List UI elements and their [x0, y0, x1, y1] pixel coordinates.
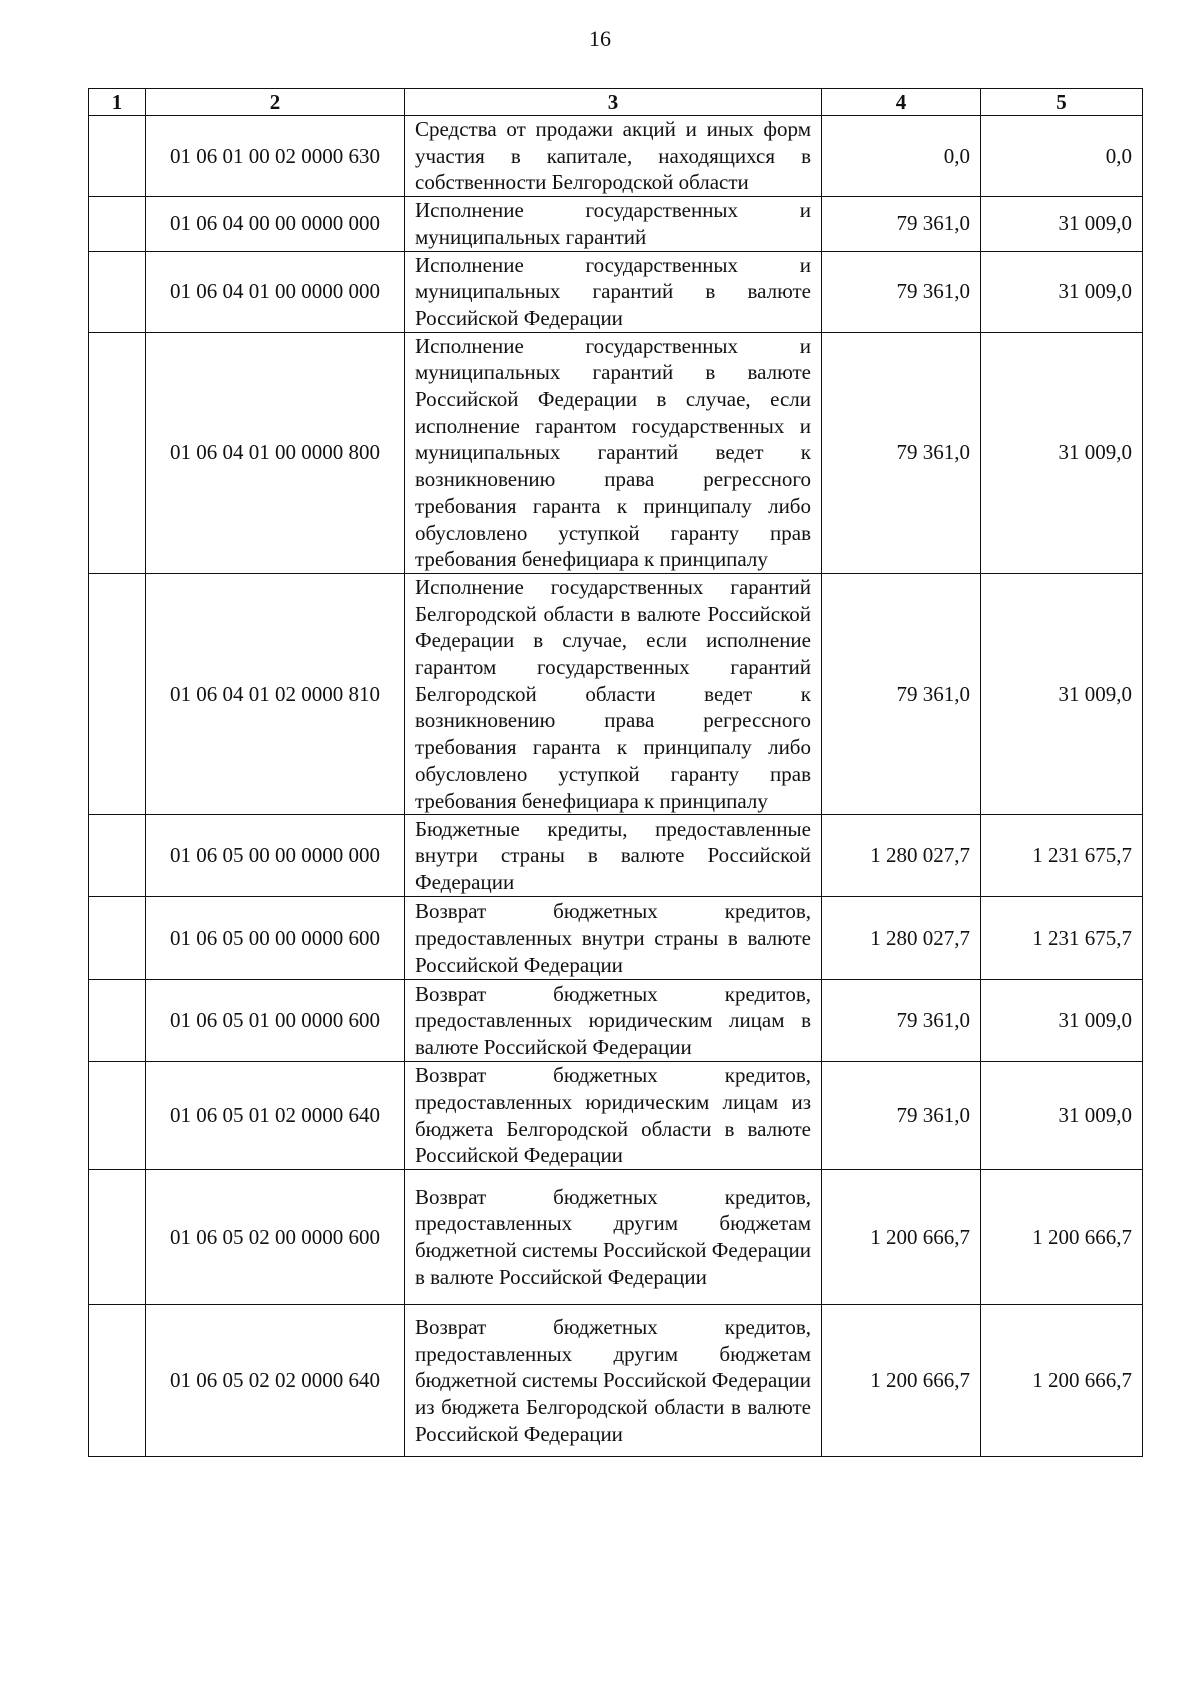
table-body [89, 116, 1143, 1457]
amount-col4-cell: 0,0 [822, 116, 981, 197]
table-row [89, 980, 1143, 1062]
amount-col4-cell: 1 200 666,7 [822, 1305, 981, 1457]
description-cell: Исполнение государственных и муниципальных гарантий [405, 197, 822, 251]
description-cell: Возврат бюджетных кредитов, предоставленных другим бюджетам бюджетной системы Российской Федерации из бюджета Белгородской области в валюте Российской Федерации [405, 1305, 822, 1457]
description-cell: Исполнение государственных гарантий Белгородской области в валюте Российской Федерации в случае, если исполнение гарантом государственных гарантий Белгородской области ведет к возникновению права регрессного требования гаранта к принципалу либо обусловлено уступкой гаранту прав требования бенефициара к принципалу [405, 573, 822, 814]
amount-col5-cell: 31 009,0 [981, 251, 1143, 332]
budget-code-cell: 01 06 05 00 00 0000 000 [146, 815, 405, 897]
description-cell: Возврат бюджетных кредитов, предоставленных другим бюджетам бюджетной системы Российской Федерации в валюте Российской Федерации [405, 1170, 822, 1305]
column-header-1: 1 [89, 89, 146, 116]
description-cell: Бюджетные кредиты, предоставленные внутри страны в валюте Российской Федерации [405, 815, 822, 897]
description-cell: Исполнение государственных и муниципальных гарантий в валюте Российской Федерации [405, 251, 822, 332]
row-number-cell [89, 332, 146, 573]
amount-col4-cell: 79 361,0 [822, 332, 981, 573]
budget-code-cell: 01 06 01 00 02 0000 630 [146, 116, 405, 197]
amount-col5-cell: 31 009,0 [981, 197, 1143, 251]
amount-col5-cell: 31 009,0 [981, 980, 1143, 1062]
amount-col4-cell: 79 361,0 [822, 980, 981, 1062]
amount-col4-cell: 79 361,0 [822, 251, 981, 332]
budget-code-cell: 01 06 05 01 00 0000 600 [146, 980, 405, 1062]
page-number: 16 [589, 26, 611, 51]
column-header-4: 4 [822, 89, 981, 116]
row-number-cell [89, 1170, 146, 1305]
amount-col5-cell: 31 009,0 [981, 1062, 1143, 1170]
budget-code-cell: 01 06 04 01 02 0000 810 [146, 573, 405, 814]
budget-code-cell: 01 06 04 01 00 0000 000 [146, 251, 405, 332]
amount-col4-cell: 79 361,0 [822, 1062, 981, 1170]
description-cell: Средства от продажи акций и иных форм участия в капитале, находящихся в собственности Белгородской области [405, 116, 822, 197]
column-header-2: 2 [146, 89, 405, 116]
description-cell: Исполнение государственных и муниципальных гарантий в валюте Российской Федерации в случае, если исполнение гарантом государственных и муниципальных гарантий ведет к возникновению права регрессного требования гаранта к принципалу либо обусловлено уступкой гаранту прав требования бенефициара к принципалу [405, 332, 822, 573]
budget-code-cell: 01 06 05 00 00 0000 600 [146, 897, 405, 980]
row-number-cell [89, 197, 146, 251]
row-number-cell [89, 116, 146, 197]
budget-code-cell: 01 06 05 02 02 0000 640 [146, 1305, 405, 1457]
budget-code-cell: 01 06 05 01 02 0000 640 [146, 1062, 405, 1170]
table-row [89, 197, 1143, 251]
amount-col5-cell: 1 200 666,7 [981, 1170, 1143, 1305]
amount-col4-cell: 79 361,0 [822, 573, 981, 814]
table-row [89, 573, 1143, 814]
amount-col5-cell: 1 200 666,7 [981, 1305, 1143, 1457]
amount-col5-cell: 1 231 675,7 [981, 897, 1143, 980]
row-number-cell [89, 573, 146, 814]
budget-sources-table [88, 88, 1143, 1457]
description-cell: Возврат бюджетных кредитов, предоставленных юридическим лицам из бюджета Белгородской области в валюте Российской Федерации [405, 1062, 822, 1170]
amount-col4-cell: 1 280 027,7 [822, 897, 981, 980]
row-number-cell [89, 980, 146, 1062]
table-row [89, 251, 1143, 332]
row-number-cell [89, 251, 146, 332]
amount-col4-cell: 1 280 027,7 [822, 815, 981, 897]
amount-col5-cell: 31 009,0 [981, 573, 1143, 814]
table-row [89, 332, 1143, 573]
table-row [89, 116, 1143, 197]
column-header-3: 3 [405, 89, 822, 116]
table-row [89, 1170, 1143, 1305]
amount-col5-cell: 31 009,0 [981, 332, 1143, 573]
table-row [89, 897, 1143, 980]
table-row [89, 815, 1143, 897]
amount-col5-cell: 1 231 675,7 [981, 815, 1143, 897]
table-header [89, 89, 1143, 116]
row-number-cell [89, 897, 146, 980]
amount-col4-cell: 1 200 666,7 [822, 1170, 981, 1305]
table-row [89, 1062, 1143, 1170]
amount-col5-cell: 0,0 [981, 116, 1143, 197]
table-row [89, 1305, 1143, 1457]
budget-code-cell: 01 06 05 02 00 0000 600 [146, 1170, 405, 1305]
row-number-cell [89, 1305, 146, 1457]
budget-code-cell: 01 06 04 00 00 0000 000 [146, 197, 405, 251]
amount-col4-cell: 79 361,0 [822, 197, 981, 251]
row-number-cell [89, 1062, 146, 1170]
column-number-row [89, 89, 1143, 116]
row-number-cell [89, 815, 146, 897]
budget-code-cell: 01 06 04 01 00 0000 800 [146, 332, 405, 573]
description-cell: Возврат бюджетных кредитов, предоставленных внутри страны в валюте Российской Федерации [405, 897, 822, 980]
description-cell: Возврат бюджетных кредитов, предоставленных юридическим лицам в валюте Российской Федерации [405, 980, 822, 1062]
column-header-5: 5 [981, 89, 1143, 116]
